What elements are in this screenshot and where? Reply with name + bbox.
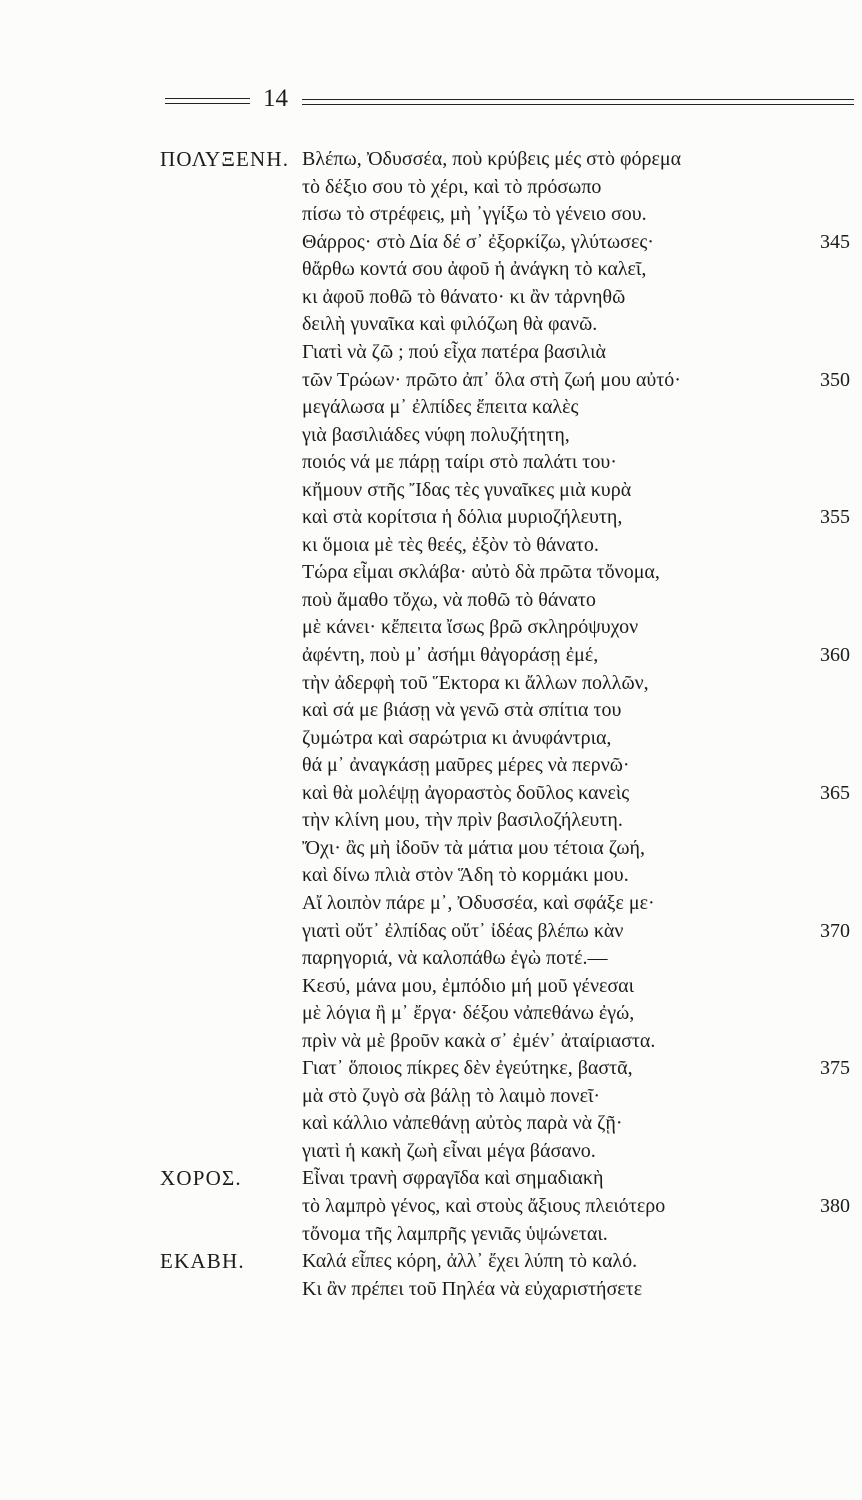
verse-text: μὲ λόγια ἢ μ᾽ ἔργα· δέξου νἀπεθάνω ἐγώ, bbox=[302, 1002, 635, 1025]
line-number: 375 bbox=[820, 1057, 850, 1080]
verse-text: Θάρρος· στὸ Δία δέ σ᾽ ἐξορκίζω, γλύτωσες· bbox=[302, 230, 654, 253]
verse-line bbox=[0, 1000, 862, 1028]
verse-line bbox=[0, 1028, 862, 1056]
verse-text: ποιός νά με πάρῃ ταίρι στὸ παλάτι του· bbox=[302, 451, 617, 474]
verse-text: ποὺ ἄμαθο τὄχω, νὰ ποθῶ τὸ θάνατο bbox=[302, 588, 596, 611]
verse-line bbox=[0, 752, 862, 780]
verse-text: καὶ σά με βιάσῃ νὰ γενῶ στὰ σπίτια του bbox=[302, 699, 622, 722]
verse-line bbox=[0, 1165, 862, 1193]
verse-line bbox=[0, 146, 862, 174]
verse-text: γιατὶ ἡ κακὴ ζωὴ εἶναι μέγα βάσανο. bbox=[302, 1139, 596, 1162]
verse-line bbox=[0, 174, 862, 202]
verse-text: καὶ στὰ κορίτσια ἡ δόλια μυριοζήλευτη, bbox=[302, 506, 623, 529]
verse-text: Αἴ λοιπὸν πάρε μ᾽, Ὀδυσσέα, καὶ σφάξε με· bbox=[302, 891, 655, 914]
verse-text: θἄρθω κοντά σου ἀφοῦ ἡ ἀνάγκη τὸ καλεῖ, bbox=[302, 258, 647, 281]
page-header bbox=[0, 0, 862, 130]
verse-line bbox=[0, 1276, 862, 1304]
verse-text: ἀφέντη, ποὺ μ᾽ ἀσήμι θἀγοράσῃ ἐμέ, bbox=[302, 644, 599, 667]
verse-line bbox=[0, 339, 862, 367]
verse-line bbox=[0, 367, 862, 395]
verse-line bbox=[0, 1248, 862, 1276]
verse-text: Κι ἂν πρέπει τοῦ Πηλέα νὰ εὐχαριστήσετε bbox=[302, 1277, 643, 1300]
verse-line bbox=[0, 862, 862, 890]
verse-text: Γιατ᾽ ὅποιος πίκρες δὲν ἐγεύτηκε, βαστᾶ, bbox=[302, 1057, 633, 1080]
verse-line bbox=[0, 835, 862, 863]
speaker-label: ΠΟΛΥΞΕΝΗ. bbox=[160, 147, 290, 172]
line-number: 365 bbox=[820, 781, 850, 804]
verse-line bbox=[0, 1193, 862, 1221]
verse-text: κἤμουν στῆς Ἴδας τὲς γυναῖκες μιὰ κυρὰ bbox=[302, 478, 632, 501]
verse-line bbox=[0, 311, 862, 339]
verse-line bbox=[0, 780, 862, 808]
verse-text: Κεσύ, μάνα μου, ἐμπόδιο μή μοῦ γένεσαι bbox=[302, 974, 635, 997]
verse-text: τὴν κλίνη μου, τὴν πρὶν βασιλοζήλευτη. bbox=[302, 809, 623, 832]
verse-text: γιὰ βασιλιάδες νύφη πολυζήτητη, bbox=[302, 423, 570, 446]
verse-line bbox=[0, 256, 862, 284]
verse-text: Καλά εἶπες κόρη, ἀλλ᾽ ἔχει λύπη τὸ καλό. bbox=[302, 1250, 638, 1273]
verse-line bbox=[0, 918, 862, 946]
verse-line bbox=[0, 559, 862, 587]
verse-text: Γιατὶ νὰ ζῶ ; πού εἶχα πατέρα βασιλιὰ bbox=[302, 341, 606, 364]
verse-text: γιατὶ οὔτ᾽ ἐλπίδας οὔτ᾽ ἰδέας βλέπω κὰν bbox=[302, 919, 624, 942]
verse-line bbox=[0, 394, 862, 422]
verse-text: καὶ κάλλιο νἀπεθάνῃ αὐτὸς παρὰ νὰ ζῇ· bbox=[302, 1112, 623, 1135]
verse-line bbox=[0, 201, 862, 229]
verse-text: Βλέπω, Ὀδυσσέα, ποὺ κρύβεις μές στὸ φόρεμα bbox=[302, 148, 682, 171]
verse-text: καὶ δίνω πλιὰ στὸν Ἅδη τὸ κορμάκι μου. bbox=[302, 864, 629, 887]
header-rule-right bbox=[302, 99, 854, 105]
verse-line bbox=[0, 422, 862, 450]
verse-text: Τώρα εἶμαι σκλάβα· αὐτὸ δὰ πρῶτα τὄνομα, bbox=[302, 561, 660, 584]
verse-text: μὲ κάνει· κἔπειτα ἴσως βρῶ σκληρόψυχον bbox=[302, 616, 639, 639]
verse-text: Ὄχι· ἂς μὴ ἰδοῦν τὰ μάτια μου τέτοια ζωή, bbox=[302, 836, 645, 859]
verse-text: τῶν Τρώων· πρῶτο ἀπ᾽ ὅλα στὴ ζωή μου αὐτό· bbox=[302, 368, 681, 391]
poem-text bbox=[0, 146, 862, 1303]
verse-line bbox=[0, 614, 862, 642]
verse-line bbox=[0, 532, 862, 560]
line-number: 345 bbox=[820, 230, 850, 253]
speaker-label: ΧΟΡΟΣ. bbox=[160, 1166, 242, 1191]
verse-text: κι ὅμοια μὲ τὲς θεές, ἐξὸν τὸ θάνατο. bbox=[302, 533, 599, 556]
verse-line bbox=[0, 229, 862, 257]
header-rule-left bbox=[165, 98, 250, 104]
verse-text: τὄνομα τῆς λαμπρῆς γενιᾶς ὑψώνεται. bbox=[302, 1222, 608, 1245]
verse-line bbox=[0, 587, 862, 615]
verse-line bbox=[0, 449, 862, 477]
verse-line bbox=[0, 284, 862, 312]
verse-text: πρὶν νὰ μὲ βροῦν κακὰ σ᾽ ἐμέν᾽ ἀταίριαστα. bbox=[302, 1029, 656, 1052]
speaker-label: ΕΚΑΒΗ. bbox=[160, 1249, 245, 1274]
verse-line bbox=[0, 670, 862, 698]
verse-text: δειλὴ γυναῖκα καὶ φιλόζωη θὰ φανῶ. bbox=[302, 313, 598, 336]
verse-text: παρηγοριά, νὰ καλοπάθω ἐγὼ ποτέ.— bbox=[302, 947, 608, 970]
verse-text: κι ἀφοῦ ποθῶ τὸ θάνατο· κι ἂν τἀρνηθῶ bbox=[302, 285, 626, 308]
verse-text: τὴν ἀδερφὴ τοῦ Ἕκτορα κι ἄλλων πολλῶν, bbox=[302, 671, 649, 694]
verse-text: καὶ θὰ μολέψῃ ἀγοραστὸς δοῦλος κανεὶς bbox=[302, 781, 630, 804]
verse-text: Εἶναι τρανὴ σφραγῖδα καὶ σημαδιακὴ bbox=[302, 1167, 604, 1190]
verse-line bbox=[0, 890, 862, 918]
verse-line bbox=[0, 1055, 862, 1083]
line-number: 370 bbox=[820, 919, 850, 942]
verse-line bbox=[0, 973, 862, 1001]
verse-line bbox=[0, 1138, 862, 1166]
verse-text: ζυμώτρα καὶ σαρώτρια κι ἀνυφάντρια, bbox=[302, 726, 612, 749]
verse-line bbox=[0, 1221, 862, 1249]
verse-line bbox=[0, 1083, 862, 1111]
verse-line bbox=[0, 1110, 862, 1138]
verse-text: τὸ δέξιο σου τὸ χέρι, καὶ τὸ πρόσωπο bbox=[302, 175, 602, 198]
verse-text: τὸ λαμπρὸ γένος, καὶ στοὺς ἄξιους πλειότερο bbox=[302, 1194, 666, 1217]
verse-text: πίσω τὸ στρέφεις, μὴ ᾽γγίξω τὸ γένειο σου. bbox=[302, 203, 647, 226]
line-number: 355 bbox=[820, 506, 850, 529]
verse-line bbox=[0, 725, 862, 753]
page-number: 14 bbox=[263, 85, 288, 112]
verse-line bbox=[0, 642, 862, 670]
verse-line bbox=[0, 807, 862, 835]
verse-line bbox=[0, 504, 862, 532]
line-number: 350 bbox=[820, 368, 850, 391]
verse-text: μὰ στὸ ζυγὸ σὰ βάλῃ τὸ λαιμὸ πονεῖ· bbox=[302, 1084, 601, 1107]
line-number: 360 bbox=[820, 644, 850, 667]
verse-text: μεγάλωσα μ᾽ ἐλπίδες ἔπειτα καλὲς bbox=[302, 396, 579, 419]
verse-line bbox=[0, 697, 862, 725]
verse-text: θά μ᾽ ἀναγκάσῃ μαῦρες μέρες νὰ περνῶ· bbox=[302, 754, 630, 777]
verse-line bbox=[0, 477, 862, 505]
verse-line bbox=[0, 945, 862, 973]
line-number: 380 bbox=[820, 1194, 850, 1217]
